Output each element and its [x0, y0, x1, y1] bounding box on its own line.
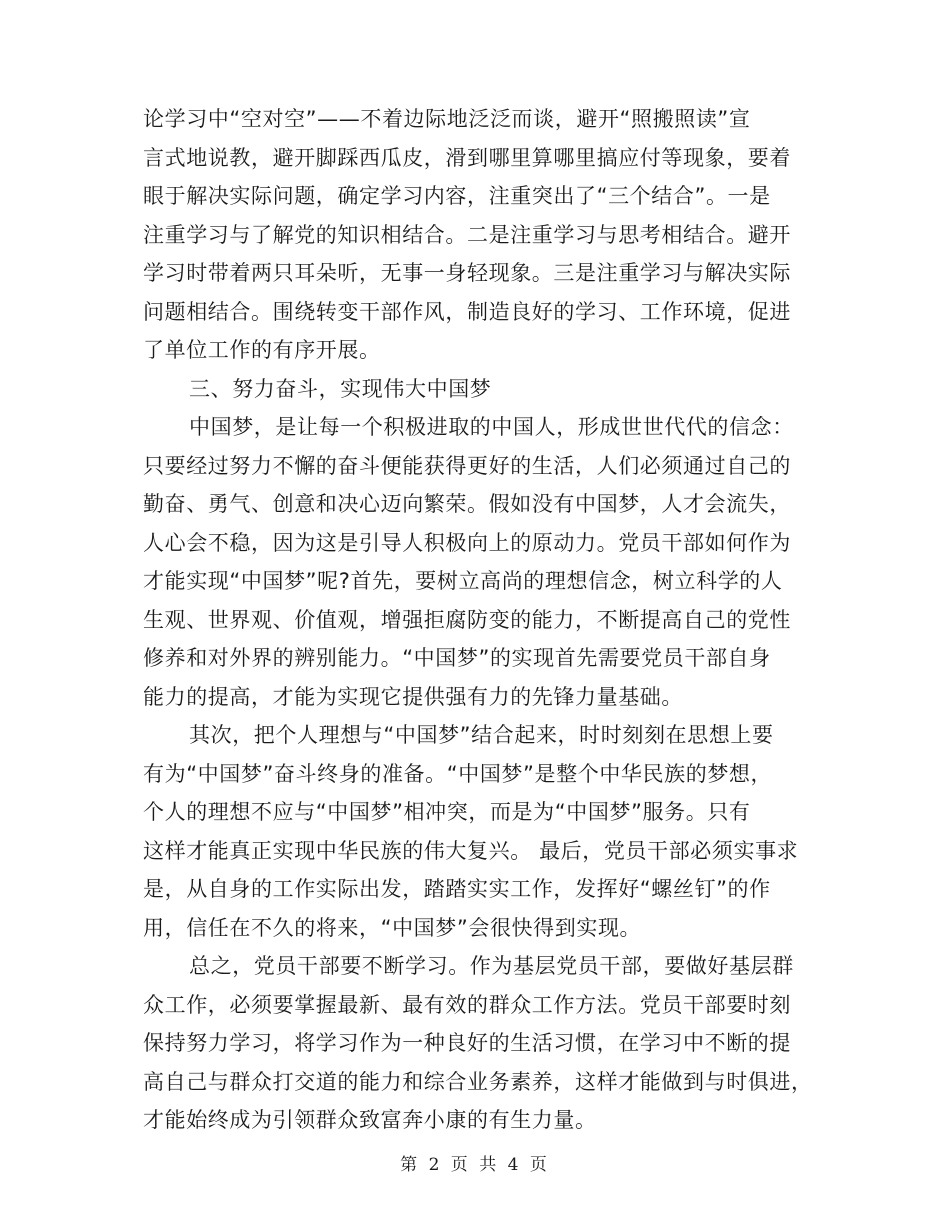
- text-line: 注重学习与了解党的知识相结合。二是注重学习与思考相结合。避开: [143, 222, 791, 247]
- text-line: 能力的提高，才能为实现它提供强有力的先锋力量基础。: [143, 684, 683, 709]
- text-line: 问题相结合。围绕转变干部作风，制造良好的学习、工作环境，促进: [143, 299, 791, 324]
- text-line: 论学习中“空对空”——不着边际地泛泛而谈，避开“照搬照读”宣: [143, 107, 751, 131]
- paragraph: [143, 716, 803, 947]
- document-body: [143, 100, 813, 1140]
- text-line: 其次，把个人理想与“中国梦”结合起来，时时刻刻在思想上要: [189, 723, 774, 747]
- text-line: 生观、世界观、价值观，增强拒腐防变的能力，不断提高自己的党性: [143, 607, 791, 632]
- page-footer: 第 2 页 共 4 页: [400, 1155, 550, 1175]
- text-line: 个人的理想不应与“中国梦”相冲突，而是为“中国梦”服务。只有: [143, 800, 751, 824]
- text-line: 勤奋、勇气、创意和决心迈向繁荣。假如没有中国梦，人才会流失，: [143, 492, 791, 516]
- text-line: 眼于解决实际问题，确定学习内容，注重突出了“三个结合”。一是: [143, 184, 771, 208]
- text-line: 中国梦，是让每一个积极进取的中国人，形成世世代代的信念：: [189, 415, 794, 439]
- text-line: 学习时带着两只耳朵听，无事一身轻现象。三是注重学习与解决实际: [143, 261, 791, 285]
- paragraph: [143, 100, 803, 370]
- text-line: 用，信任在不久的将来，“中国梦”会很快得到实现。: [143, 915, 642, 940]
- paragraph: [143, 408, 803, 716]
- text-line: 人心会不稳，因为这是引导人积极向上的原动力。党员干部如何作为: [143, 530, 791, 555]
- text-line: 才能实现“中国梦”呢?首先，要树立高尚的理想信念，树立科学的人: [143, 569, 783, 593]
- text-line: 保持努力学习，将学习作为一种良好的生活习惯，在学习中不断的提: [143, 1031, 791, 1055]
- text-line: 总之，党员干部要不断学习。作为基层党员干部，要做好基层群: [189, 954, 794, 978]
- text-line: 只要经过努力不懈的奋斗便能获得更好的生活，人们必须通过自己的: [143, 453, 791, 478]
- text-line: 言式地说教，避开脚踩西瓜皮，滑到哪里算哪里搞应付等现象，要着: [143, 145, 791, 170]
- text-line: 有为“中国梦”奋斗终身的准备。“中国梦”是整个中华民族的梦想，: [143, 761, 773, 786]
- text-line: 是，从自身的工作实际出发，踏踏实实工作，发挥好“螺丝钉”的作: [143, 877, 771, 901]
- text-line: 众工作，必须要掌握最新、最有效的群众工作方法。党员干部要时刻: [143, 992, 791, 1017]
- text-line: 修养和对外界的辨别能力。“中国梦”的实现首先需要党员干部自身: [143, 646, 771, 670]
- text-line: 三、努力奋斗，实现伟大中国梦: [189, 376, 492, 401]
- text-line: 这样才能真正实现中华民族的伟大复兴。 最后，党员干部必须实事求: [143, 838, 799, 863]
- text-line: 才能始终成为引领群众致富奔小康的有生力量。: [143, 1108, 597, 1132]
- text-line: 高自己与群众打交道的能力和综合业务素养，这样才能做到与时俱进，: [143, 1069, 813, 1094]
- paragraph: [143, 370, 803, 409]
- text-line: 了单位工作的有序开展。: [143, 338, 381, 362]
- paragraph: [143, 947, 813, 1140]
